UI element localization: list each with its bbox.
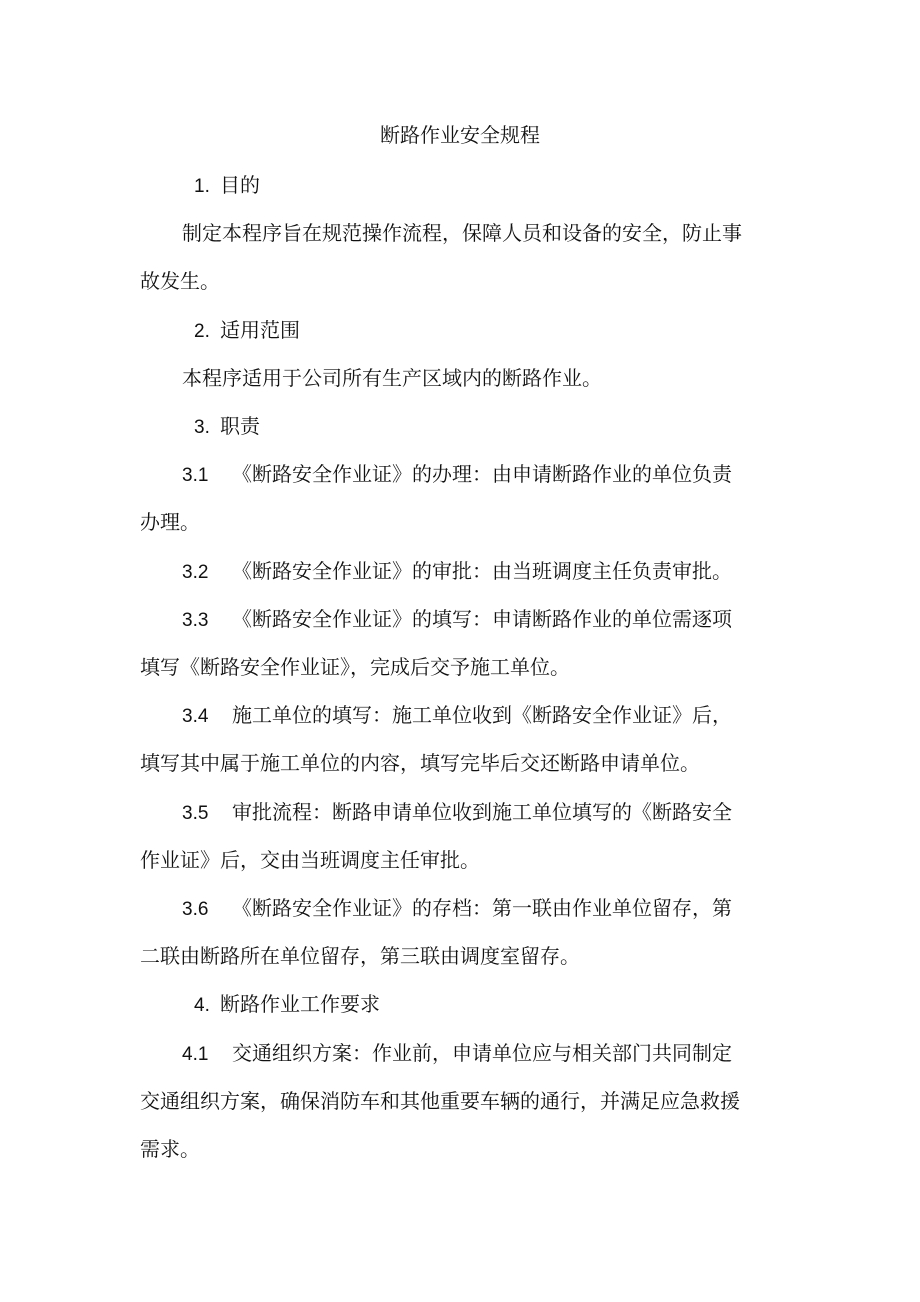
list-item xyxy=(182,604,732,636)
item-text: 《断路安全作业证》的存档：第一联由作业单位留存，第 xyxy=(232,896,732,920)
section-number: 4. xyxy=(194,995,210,1016)
paragraph-line: 作业证》后，交由当班调度主任审批。 xyxy=(140,848,480,872)
paragraph-line: 需求。 xyxy=(140,1137,200,1161)
paragraph-line: 故发生。 xyxy=(140,269,220,293)
item-number: 3.5 xyxy=(182,803,209,824)
paragraph-line: 制定本程序旨在规范操作流程，保障人员和设备的安全，防止事 xyxy=(182,221,742,245)
item-text: 《断路安全作业证》的办理：由申请断路作业的单位负责 xyxy=(232,462,732,486)
paragraph-line: 填写《断路安全作业证》，完成后交予施工单位。 xyxy=(140,655,570,679)
item-number: 3.2 xyxy=(182,562,209,583)
paragraph-line: 办理。 xyxy=(140,510,200,534)
item-number: 3.3 xyxy=(182,610,209,631)
item-number: 3.6 xyxy=(182,899,209,920)
item-text: 《断路安全作业证》的审批：由当班调度主任负责审批。 xyxy=(232,559,732,583)
list-item xyxy=(182,1038,732,1070)
list-item xyxy=(182,797,732,829)
item-number: 3.1 xyxy=(182,465,209,486)
section-number: 2. xyxy=(194,321,210,342)
section-heading-purpose xyxy=(194,170,260,202)
section-heading-scope xyxy=(194,315,300,347)
paragraph-line: 二联由断路所在单位留存，第三联由调度室留存。 xyxy=(140,944,580,968)
item-number: 4.1 xyxy=(182,1044,209,1065)
item-text: 交通组织方案：作业前，申请单位应与相关部门共同制定 xyxy=(232,1041,732,1065)
item-text: 《断路安全作业证》的填写：申请断路作业的单位需逐项 xyxy=(232,607,732,631)
section-heading-responsibilities xyxy=(194,411,260,443)
section-heading-requirements xyxy=(194,989,380,1021)
section-heading-text: 目的 xyxy=(220,173,260,197)
item-number: 3.4 xyxy=(182,706,209,727)
list-item xyxy=(182,459,732,491)
paragraph-line: 填写其中属于施工单位的内容，填写完毕后交还断路申请单位。 xyxy=(140,751,700,775)
list-item xyxy=(182,556,732,588)
list-item xyxy=(182,700,732,732)
section-number: 1. xyxy=(194,176,210,197)
list-item xyxy=(182,893,732,925)
paragraph-line: 本程序适用于公司所有生产区域内的断路作业。 xyxy=(182,366,602,390)
section-heading-text: 职责 xyxy=(220,414,260,438)
item-text: 施工单位的填写：施工单位收到《断路安全作业证》后， xyxy=(232,703,732,727)
section-number: 3. xyxy=(194,417,210,438)
section-heading-text: 适用范围 xyxy=(220,318,300,342)
document-title: 断路作业安全规程 xyxy=(380,123,540,147)
section-heading-text: 断路作业工作要求 xyxy=(220,992,380,1016)
paragraph-line: 交通组织方案，确保消防车和其他重要车辆的通行，并满足应急救援 xyxy=(140,1089,740,1113)
item-text: 审批流程：断路申请单位收到施工单位填写的《断路安全 xyxy=(232,800,732,824)
